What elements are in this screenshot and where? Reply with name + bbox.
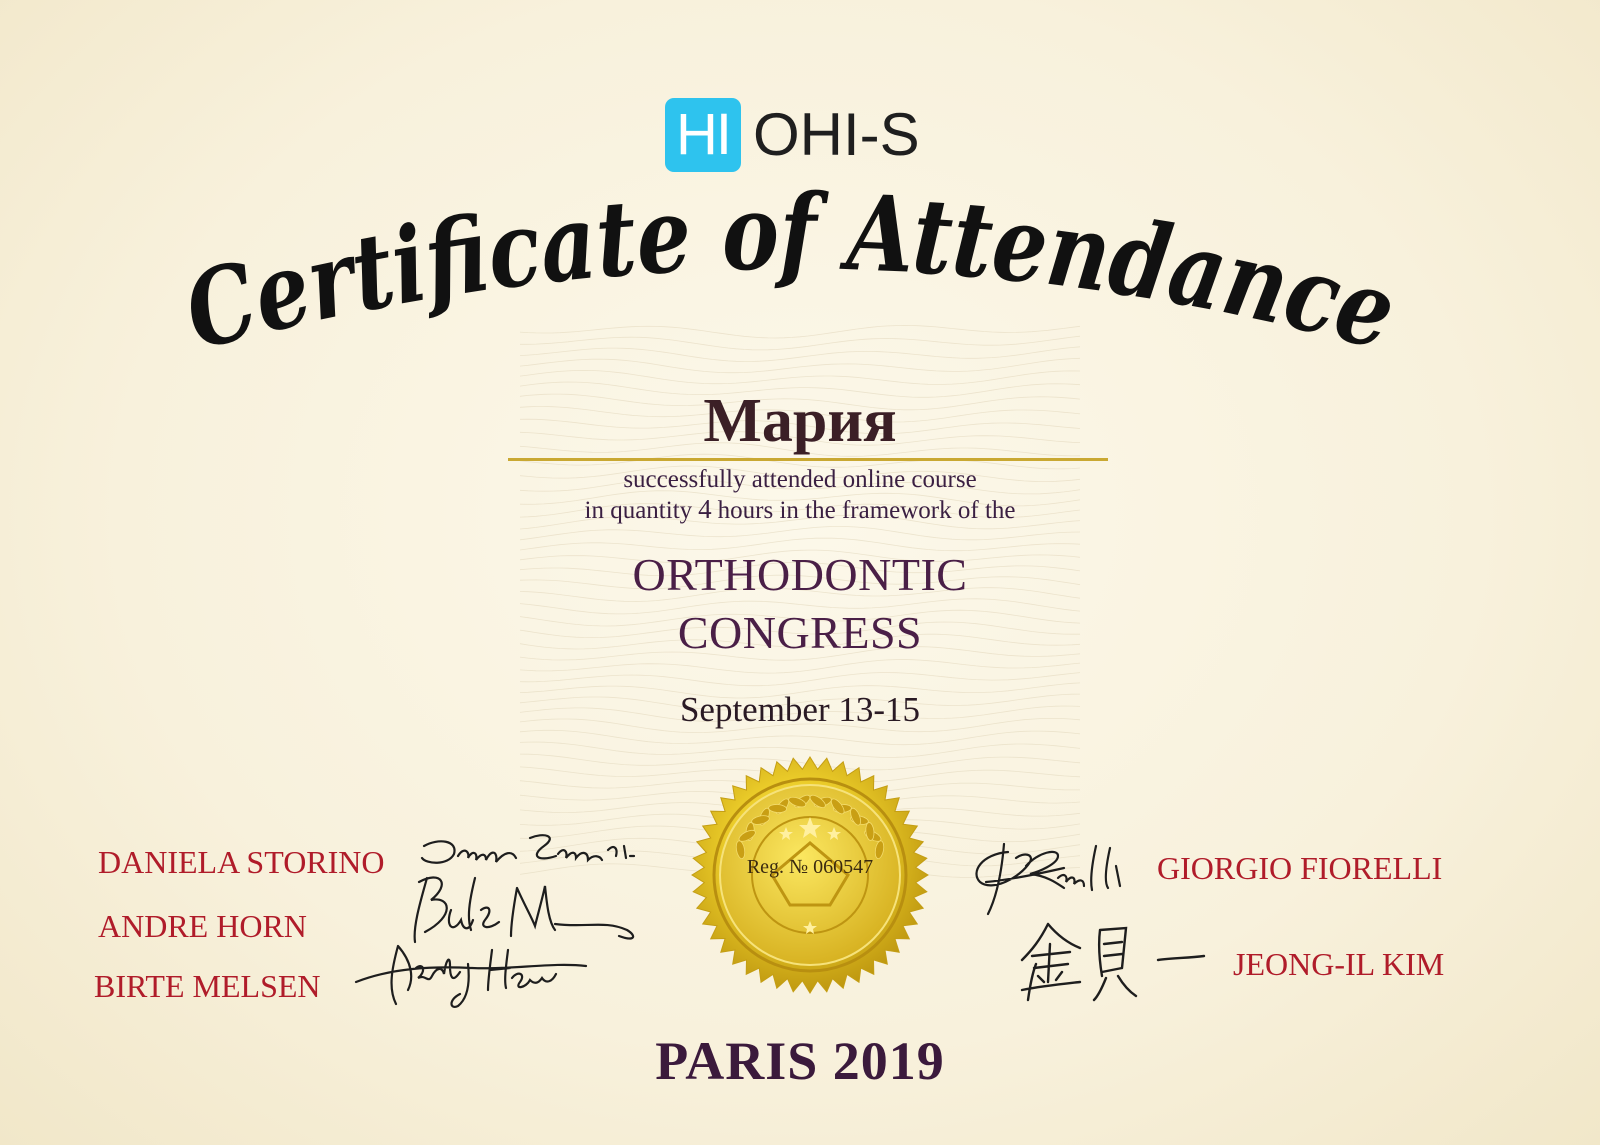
signature-jeong-il-kim-icon bbox=[1018, 916, 1218, 1008]
hours-value: 4 bbox=[698, 494, 712, 524]
hours-prefix: in quantity bbox=[584, 497, 693, 524]
hours-suffix: hours in the framework of the bbox=[717, 497, 1016, 524]
logo-mark: HI bbox=[665, 98, 741, 172]
name-underline bbox=[508, 458, 1108, 461]
event-date: September 13-15 bbox=[679, 690, 921, 729]
hours-statement bbox=[400, 494, 1200, 525]
attendance-statement: successfully attended online course bbox=[623, 466, 977, 493]
certificate-title bbox=[0, 180, 1600, 390]
svg-text:Certificate of Attendance bbox=[172, 180, 1419, 377]
signatory-name-left: ANDRE HORN bbox=[98, 908, 307, 944]
logo-name: OHI-S bbox=[753, 101, 920, 168]
logo bbox=[665, 98, 935, 172]
registration-number: Reg. № 060547 bbox=[746, 856, 874, 878]
signature-birte-melsen-icon bbox=[352, 938, 592, 1014]
signatory-name-right: GIORGIO FIORELLI bbox=[1157, 850, 1443, 886]
event-location-year: PARIS 2019 bbox=[655, 1031, 945, 1091]
recipient-name: Мария bbox=[703, 387, 897, 455]
event-name-line-1: ORTHODONTIC bbox=[632, 549, 968, 600]
signatory-name-left: DANIELA STORINO bbox=[98, 844, 385, 880]
signatory-name-right: JEONG-IL KIM bbox=[1233, 946, 1445, 982]
certificate-title-text: Certificate of Attendance bbox=[172, 180, 1419, 377]
signature-giorgio-fiorelli-icon bbox=[968, 838, 1138, 922]
event-name-line-2: CONGRESS bbox=[677, 607, 923, 658]
signatory-name-left: BIRTE MELSEN bbox=[94, 968, 321, 1004]
